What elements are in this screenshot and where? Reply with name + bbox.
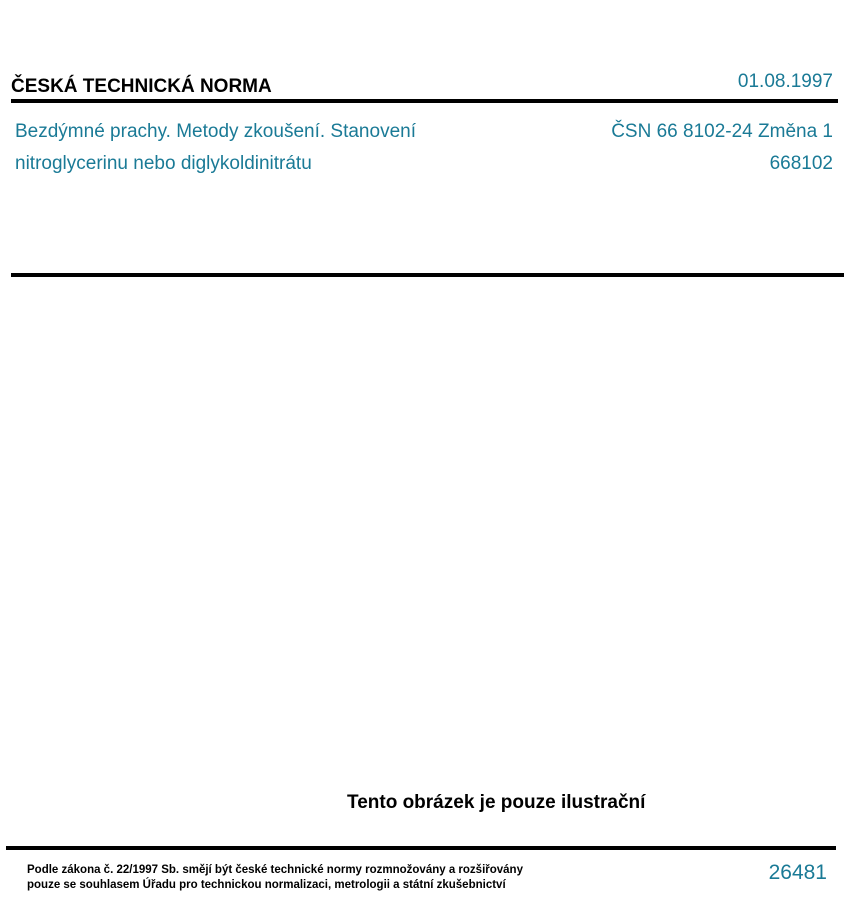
- legal-notice: [27, 863, 523, 893]
- standard-number: ČSN 66 8102-24 Změna 1: [611, 121, 833, 142]
- catalog-number: 26481: [768, 861, 827, 884]
- illustration-note: Tento obrázek je pouze ilustrační: [347, 792, 646, 813]
- top-divider: [11, 99, 838, 103]
- issue-date: 01.08.1997: [737, 71, 833, 92]
- subject-line-2: nitroglycerinu nebo diglykoldinitrátu: [15, 153, 312, 174]
- classification-code: 668102: [769, 153, 833, 174]
- legal-line-2: pouze se souhlasem Úřadu pro technickou normalizaci, metrologii a státní zkušebnictví: [27, 879, 506, 891]
- norm-title: ČESKÁ TECHNICKÁ NORMA: [11, 76, 272, 97]
- middle-divider: [11, 273, 844, 277]
- bottom-divider: [6, 846, 836, 850]
- standard-designation: [611, 116, 833, 180]
- subject-line-1: Bezdýmné prachy. Metody zkoušení. Stanovení: [15, 121, 416, 142]
- legal-line-1: Podle zákona č. 22/1997 Sb. smějí být české technické normy rozmnožovány a rozšiřovány: [27, 864, 523, 876]
- standard-subject: [15, 116, 535, 180]
